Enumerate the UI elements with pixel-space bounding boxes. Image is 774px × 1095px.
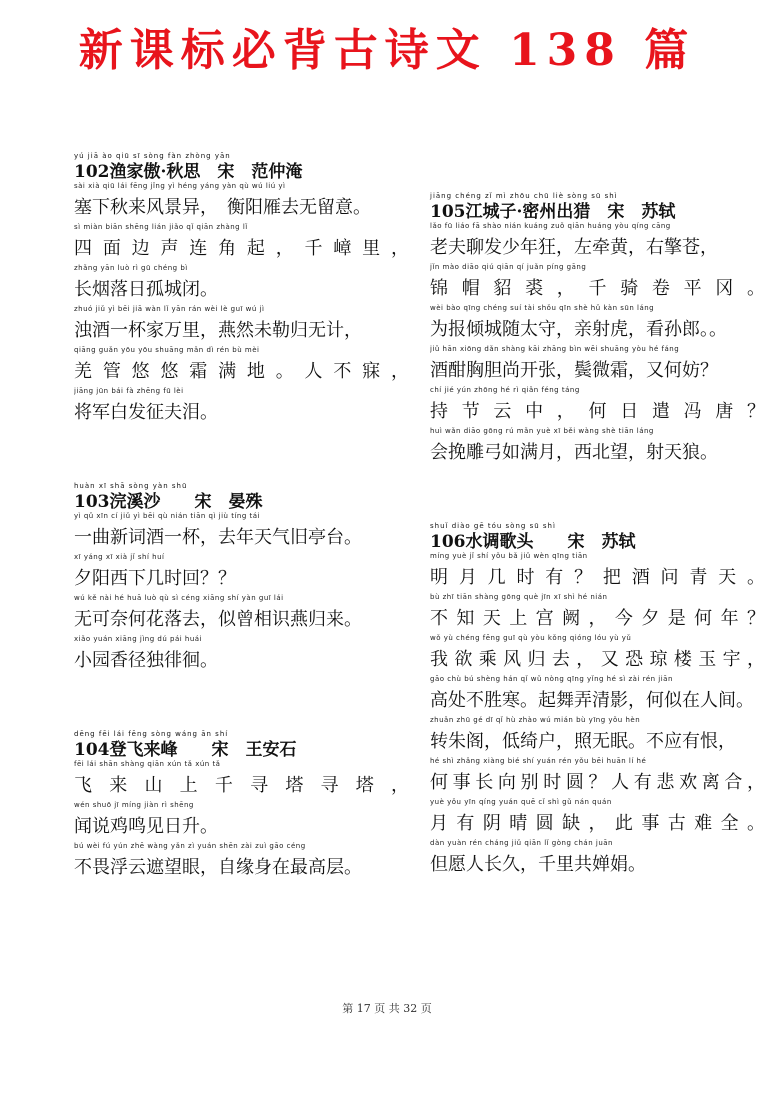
poem-line [74,635,409,676]
line-text: 四面边声连角起，千嶂里， [74,238,409,259]
poem-line [430,386,765,427]
line-pinyin: xī yáng xī xià jǐ shí huí [74,553,165,561]
line-pinyin: zhǎng yān luò rì gū chéng bì [74,264,188,272]
line-pinyin: zhuó jiǔ yì bēi jiā wàn lǐ yān rán wèi lè guī wú jì [74,305,265,313]
poem-title [430,522,765,552]
poem-line [430,757,765,798]
poem-title [430,192,765,222]
line-text: 无可奈何花落去，似曾相识燕归来。 [74,609,362,630]
poem-title [74,152,409,182]
line-pinyin: sài xià qiū lái fēng jǐng yì héng yáng yàn qù wú liú yì [74,182,286,190]
line-pinyin: sì miàn biān shēng lián jiǎo qǐ qiān zhàng lǐ [74,223,248,231]
line-text: 长烟落日孤城闭。 [74,279,218,300]
poem-104 [74,730,409,883]
line-text: 明月几时有？把酒问青天。 [430,567,765,588]
poem-title-pinyin: huàn xī shā sòng yàn shū [74,482,188,490]
poem-title [74,482,409,512]
line-pinyin: hé shì zhǎng xiàng bié shí yuán rén yǒu bēi huān lí hé [430,757,647,765]
poem-line [430,552,765,593]
line-text: 老夫聊发少年狂，左牵黄，右擎苍， [430,237,718,258]
poem-line [74,512,409,553]
line-pinyin: bù zhī tiān shàng gōng què jīn xī shì hé nián [430,593,608,601]
poem-line [74,553,409,594]
poem-line [430,345,765,386]
poem-line [74,760,409,801]
poem-line [74,594,409,635]
poem-line [74,182,409,223]
poem-title-pinyin: yú jiā ào qiū sī sòng fàn zhòng yān [74,152,231,160]
line-text: 塞下秋来风景异， 衡阳雁去无留意。 [74,197,371,218]
poem-106 [430,522,765,880]
poem-line [74,346,409,387]
line-pinyin: chí jié yún zhōng hé rì qiǎn féng táng [430,386,580,394]
line-pinyin: gāo chù bú shèng hán qǐ wǔ nòng qīng yǐng hé sì zài rén jiān [430,675,673,683]
poem-line [430,263,765,304]
line-pinyin: dàn yuàn rén cháng jiǔ qiān lǐ gòng chán juān [430,839,613,847]
poem-title-text: 106水调歌头 宋 苏轼 [430,532,636,552]
line-text: 转朱阁，低绮户，照无眠。不应有恨， [430,731,736,752]
line-pinyin: yuè yǒu yīn qíng yuán quē cǐ shì gǔ nán quán [430,798,612,806]
poem-title [74,730,409,760]
line-text: 我欲乘风归去，又恐琼楼玉宇， [430,649,765,670]
poem-line [430,716,765,757]
line-text: 闻说鸡鸣见日升。 [74,816,218,837]
poem-line [74,387,409,428]
line-text: 不知天上宫阙，今夕是何年？ [430,608,765,629]
line-text: 何事长向别时圆？人有悲欢离合， [430,772,765,793]
poem-title-text: 103浣溪沙 宋 晏殊 [74,492,263,512]
line-text: 会挽雕弓如满月，西北望，射天狼。 [430,442,718,463]
line-text: 飞来山上千寻塔寻塔， [74,775,409,796]
line-pinyin: jiāng jūn bái fà zhēng fū lèi [74,387,184,395]
poem-title-pinyin: shuǐ diào gē tóu sòng sū shì [430,522,556,530]
line-pinyin: huì wǎn diāo gōng rú mǎn yuè xī běi wàng shè tiān láng [430,427,654,435]
poem-title-pinyin: dēng fēi lái fēng sòng wáng ān shí [74,730,229,738]
poem-105 [430,192,765,468]
line-text: 酒酣胸胆尚开张，鬓微霜，又何妨？ [430,360,718,381]
line-pinyin: yì qǔ xīn cí jiǔ yì bēi qù nián tiān qì jiù tíng tái [74,512,260,520]
line-text: 将军白发征夫泪。 [74,402,218,423]
line-pinyin: wú kě nài hé huā luò qù sì céng xiāng shí yàn guī lái [74,594,284,602]
line-pinyin: wèi bào qīng chéng suí tài shǒu qīn shè hǔ kàn sūn láng [430,304,655,312]
poem-line [430,675,765,716]
poem-line [430,798,765,839]
poem-line [430,593,765,634]
poem-line [74,223,409,264]
line-text: 不畏浮云遮望眼，自缘身在最高层。 [74,857,362,878]
poem-line [430,839,765,880]
line-text: 锦帽貂裘，千骑卷平冈。 [430,278,765,299]
line-pinyin: míng yuè jǐ shí yǒu bǎ jiǔ wèn qīng tiān [430,552,588,560]
line-text: 小园香径独徘徊。 [74,650,218,671]
line-text: 羌管悠悠霜满地。人不寐， [74,361,409,382]
line-pinyin: jǐn mào diāo qiú qiān qí juǎn píng gāng [430,263,587,271]
page-title: 新课标必背古诗文 138 篇 [78,25,696,76]
poem-103 [74,482,409,676]
line-pinyin: jiǔ hān xiōng dǎn shàng kāi zhāng bìn wēi shuāng yòu hé fáng [430,345,680,353]
line-text: 一曲新词酒一杯，去年天气旧亭台。 [74,527,362,548]
poem-line [430,427,765,468]
poem-title-text: 105江城子·密州出猎 宋 苏轼 [430,202,676,222]
line-pinyin: wén shuō jī míng jiàn rì shēng [74,801,194,809]
poem-title-text: 104登飞来峰 宋 王安石 [74,740,297,760]
line-pinyin: xiǎo yuán xiāng jìng dú pái huái [74,635,203,643]
line-pinyin: qiāng guǎn yōu yōu shuāng mǎn dì rén bù mèi [74,346,260,354]
poem-102 [74,152,409,428]
line-pinyin: zhuǎn zhū gé dī qǐ hù zhào wú mián bù yīng yǒu hèn [430,716,641,724]
poem-line [430,304,765,345]
line-pinyin: fēi lái shān shàng qiān xún tǎ xún tǎ [74,760,221,768]
poem-line [74,801,409,842]
line-text: 高处不胜寒。起舞弄清影，何似在人间。 [430,690,754,711]
line-text: 为报倾城随太守，亲射虎，看孙郎。。 [430,319,727,340]
line-text: 浊酒一杯家万里，燕然未勒归无计， [74,320,362,341]
poem-line [74,842,409,883]
line-pinyin: lǎo fū liáo fā shào nián kuáng zuǒ qiān huáng yòu qíng cāng [430,222,671,230]
poem-title-pinyin: jiāng chéng zǐ mì zhōu chū liè sòng sū shì [430,192,618,200]
line-text: 月有阴晴圆缺，此事古难全。 [430,813,765,834]
line-pinyin: bú wèi fú yún zhē wàng yǎn zì yuán shēn zài zuì gāo céng [74,842,306,850]
line-pinyin: wǒ yù chéng fēng guī qù yòu kǒng qióng lóu yù yǔ [430,634,632,642]
poem-title-text: 102渔家傲·秋思 宋 范仲淹 [74,162,303,182]
line-text: 持节云中，何日遣冯唐？ [430,401,765,422]
poem-line [74,305,409,346]
poem-line [74,264,409,305]
page-footer: 第 17 页 共 32 页 [342,1002,432,1015]
line-text: 但愿人长久，千里共婵娟。 [430,854,646,875]
poem-line [430,634,765,675]
poem-line [430,222,765,263]
line-text: 夕阳西下几时回？？ [74,568,236,589]
